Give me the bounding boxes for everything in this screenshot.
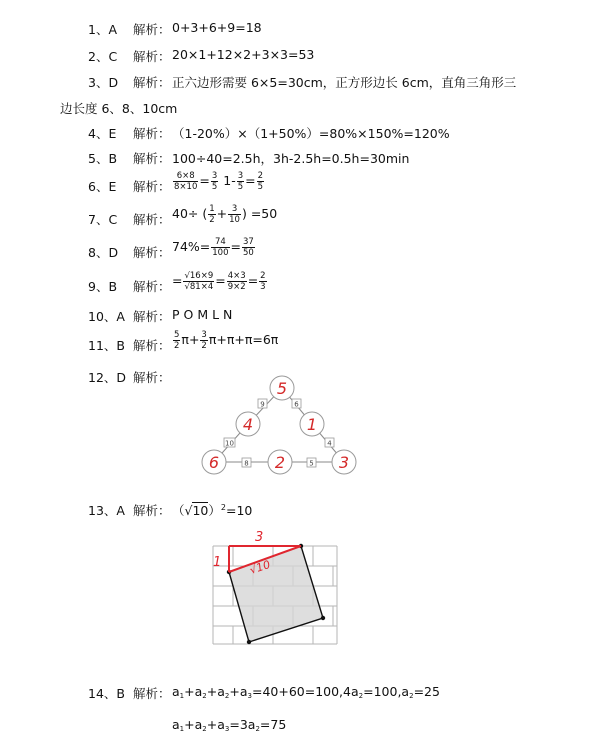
node-value: 3 — [338, 453, 350, 472]
triangle-figure — [190, 368, 370, 480]
item-text: 20×1+12×2+3×3=53 — [172, 47, 315, 62]
fraction: $\frac{37}{50}$ — [242, 237, 254, 258]
item-text: 正六边形需要 6×5=30cm，正方形边长 6cm，直角三角形三 — [172, 75, 517, 90]
item-formula: $(√10)^2=10$ — [172, 502, 253, 518]
fraction: $\frac{4\times 3}{9\times 2}$ — [227, 271, 246, 292]
fraction: $\frac{3}{2}$ — [201, 330, 207, 351]
item-text: 0+3+6+9=18 — [172, 20, 262, 35]
fraction: $\frac{1}{2}$ — [209, 204, 215, 225]
item-label: 解析： — [133, 338, 171, 353]
edge-label: 10 — [225, 439, 234, 448]
item-number: 5、B — [88, 151, 118, 166]
item-number: 3、D — [88, 75, 119, 90]
fraction: $\frac{2}{3}$ — [260, 271, 266, 292]
item-number: 8、D — [88, 245, 119, 260]
fraction: $\frac{5}{2}$ — [174, 330, 180, 351]
item-number: 13、A — [88, 503, 125, 518]
node-value: 5 — [276, 379, 288, 398]
item-number: 6、E — [88, 179, 117, 194]
item-3-continuation: 边长度 6、8、10cm — [60, 101, 178, 116]
item-label: 解析： — [133, 49, 171, 64]
item-number: 9、B — [88, 279, 118, 294]
hyp-label: √10 — [247, 557, 272, 577]
side-label-left: 1 — [213, 555, 222, 570]
item-label: 解析： — [133, 370, 171, 385]
square-grid-figure — [205, 528, 345, 648]
item-text: P O M L N — [172, 307, 233, 322]
fraction: $\frac{6\times 8}{8\times 10}$ — [174, 171, 198, 192]
fraction: $\frac{2}{5}$ — [257, 171, 264, 192]
node-value: 2 — [274, 453, 286, 472]
node-value: 4 — [242, 415, 254, 434]
fraction: $\frac{3}{5}$ — [211, 171, 218, 192]
item-label: 解析： — [133, 126, 171, 141]
item-label: 解析： — [133, 179, 171, 194]
item-label: 解析： — [133, 503, 171, 518]
item-label: 解析： — [133, 309, 171, 324]
item-formula: 74%= $\frac{74}{100}$ = $\frac{37}{50}$ — [172, 237, 254, 258]
item-number: 1、A — [88, 22, 118, 37]
node-value: 1 — [306, 415, 318, 434]
item-number: 10、A — [88, 309, 125, 324]
item-text: （1-20%）×（1+50%）=80%×150%=120% — [172, 126, 450, 141]
fraction: $\frac{3}{5}$ — [237, 171, 244, 192]
edge-label: 4 — [327, 439, 332, 448]
fraction: $\frac{3}{10}$ — [229, 204, 240, 225]
edge-label: 5 — [309, 459, 314, 468]
square-vertex — [247, 640, 251, 644]
item-label: 解析： — [133, 245, 171, 260]
item-label: 解析： — [133, 686, 171, 701]
item-label: 解析： — [133, 75, 171, 90]
item-label: 解析： — [133, 279, 171, 294]
node-value: 6 — [208, 453, 220, 472]
item-number: 2、C — [88, 49, 118, 64]
item-number: 12、D — [88, 370, 127, 385]
edge-label: 9 — [260, 400, 265, 409]
item-label: 解析： — [133, 212, 171, 227]
edge-label: 6 — [294, 400, 299, 409]
item-formula: = $\frac{√16\times 9}{√81\times 4}$ = $\frac{4\times 3}{9\times 2}$ = $\frac{2}{3}$ — [172, 271, 266, 292]
item-number: 4、E — [88, 126, 117, 141]
item-label: 解析： — [133, 22, 171, 37]
item-formula: $\frac{6\times 8}{8\times 10}$ = $\frac{3}{5}$ 1- $\frac{3}{5}$ = $\frac{2}{5}$ — [174, 171, 264, 192]
item-14-line-1: $a_1+a_2+a_2+a_3=40+60=100,4a_2=100,a_2=25$ — [172, 684, 440, 700]
fraction: $\frac{√16\times 9}{√81\times 4}$ — [184, 271, 214, 292]
item-text: 100÷40=2.5h，3h-2.5h=0.5h=30min — [172, 151, 410, 166]
edge-label: 8 — [244, 459, 249, 468]
fraction: $\frac{74}{100}$ — [212, 237, 229, 258]
item-formula: $\frac{5}{2}$ π+ $\frac{3}{2}$ π+π+π=6π — [174, 330, 279, 351]
item-label: 解析： — [133, 151, 171, 166]
side-label-top: 3 — [255, 530, 264, 545]
item-number: 14、B — [88, 686, 125, 701]
item-formula: 40÷ ( $\frac{1}{2}$ + $\frac{3}{10}$ ) =50 — [172, 204, 278, 225]
square-vertex — [321, 616, 325, 620]
item-number: 11、B — [88, 338, 125, 353]
item-number: 7、C — [88, 212, 118, 227]
